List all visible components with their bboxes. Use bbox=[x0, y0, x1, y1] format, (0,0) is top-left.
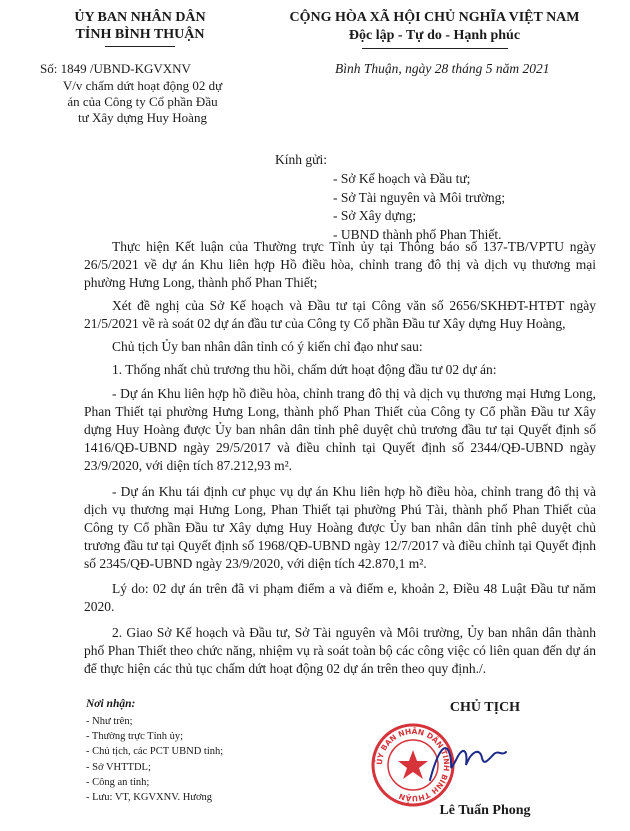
recipient-item: - Sở Kế hoạch và Đầu tư; bbox=[333, 171, 471, 186]
issuer-name: ỦY BAN NHÂN DÂN bbox=[74, 10, 206, 25]
subject-line: án của Công ty Cổ phần Đầu bbox=[67, 94, 218, 109]
issuer-province: TỈNH BÌNH THUẬN bbox=[75, 27, 205, 42]
body-paragraph: - Dự án Khu tái định cư phục vụ dự án Khu liên hợp hồ điều hòa, chỉnh trang đô thị và dịch vụ thương mại Hưng Long, Phan Thiết tại phường Phú Tài, thành phố Phan Thiết của Công ty Cổ phần Đầu tư Xây dựng Huy Hoàng được Ủy ban nhân dân tỉnh phê duyệt chủ trương đầu tư tại Quyết định số 1968/QĐ-UBND ngày 12/7/2017 và điều chỉnh tại Quyết định số 2345/QĐ-UBND ngày 23/9/2020, với diện tích 42.870,1 m². bbox=[84, 484, 596, 571]
seal-star-icon bbox=[398, 750, 428, 779]
document-number: Số: 1849 /UBND-KGVXNV bbox=[40, 61, 191, 76]
body-paragraph: Chủ tịch Ủy ban nhân dân tỉnh có ý kiến chỉ đạo như sau: bbox=[112, 339, 423, 354]
issuer-underline bbox=[105, 46, 175, 47]
body-paragraph: Xét đề nghị của Sở Kế hoạch và Đầu tư tại Công văn số 2656/SKHĐT-HTĐT ngày 21/5/2021 về rà soát 02 dự án đầu tư của Công ty Cổ phần Đầu tư Xây dựng Huy Hoàng, bbox=[84, 298, 596, 331]
recipients-label: Kính gửi: bbox=[275, 152, 327, 167]
distribution-item: - Sở VHTTDL; bbox=[86, 761, 151, 773]
subject-line: V/v chấm dứt hoạt động 02 dự bbox=[62, 78, 223, 93]
document-subject bbox=[30, 78, 255, 126]
body-text bbox=[84, 238, 596, 678]
recipients-list bbox=[333, 170, 505, 244]
national-motto: Độc lập - Tự do - Hạnh phúc bbox=[348, 28, 521, 43]
subject-line: tư Xây dựng Huy Hoàng bbox=[78, 110, 207, 125]
distribution-label: Nơi nhận: bbox=[86, 698, 136, 710]
distribution-item: - Thường trực Tỉnh ủy; bbox=[86, 731, 184, 743]
body-paragraph: 2. Giao Sở Kế hoạch và Đầu tư, Sở Tài nguyên và Môi trường, Ủy ban nhân dân thành phố Phan Thiết theo chức năng, nhiệm vụ rà soát toàn bộ các công việc có liên quan đến dự án để thực hiện các thủ tục chấm dứt hoạt động 02 dự án trên theo quy định./. bbox=[84, 625, 596, 676]
signer-name: Lê Tuấn Phong bbox=[439, 803, 531, 818]
distribution-item: - Như trên; bbox=[86, 716, 133, 727]
recipient-item: - Sở Tài nguyên và Môi trường; bbox=[333, 189, 506, 205]
signer-title: CHỦ TỊCH bbox=[449, 700, 521, 715]
national-title: CỘNG HÒA XÃ HỘI CHỦ NGHĨA VIỆT NAM bbox=[289, 10, 580, 25]
distribution-item: - Chủ tịch, các PCT UBND tỉnh; bbox=[86, 746, 224, 758]
recipient-item: - Sở Xây dựng; bbox=[333, 208, 417, 223]
body-paragraph: Lý do: 02 dự án trên đã vi phạm điểm a và điểm e, khoản 2, Điều 48 Luật Đầu tư năm 2020. bbox=[84, 581, 596, 614]
distribution-item: - Lưu: VT, KGVXNV. Hương bbox=[86, 792, 213, 804]
distribution-list bbox=[86, 714, 223, 805]
body-paragraph: Thực hiện Kết luận của Thường trực Tỉnh ủy tại Thông báo số 137-TB/VPTU ngày 26/5/2021 về dự án Khu liên hợp Hồ điều hòa, chỉnh trang đô thị và dịch vụ thương mại phường Hưng Long, thành phố Phan Thiết; bbox=[84, 239, 596, 290]
place-date: Bình Thuận, ngày 28 tháng 5 năm 2021 bbox=[335, 61, 550, 76]
seal-text: ỦY BAN NHÂN DÂN TỈNH BÌNH THUẬN bbox=[374, 726, 452, 804]
body-paragraph: 1. Thống nhất chủ trương thu hồi, chấm dứt hoạt động đầu tư 02 dự án: bbox=[112, 362, 497, 377]
recipient-item: - UBND thành phố Phan Thiết. bbox=[333, 226, 502, 242]
distribution-item: - Công an tỉnh; bbox=[86, 776, 150, 788]
official-seal bbox=[368, 720, 518, 810]
motto-underline bbox=[362, 48, 508, 49]
body-paragraph: - Dự án Khu liên hợp hồ điều hòa, chỉnh trang đô thị và dịch vụ thương mại Hưng Long, Phan Thiết tại phường Hưng Long, thành phố Phan Thiết của Công ty Cổ phần Đầu tư Xây dựng Huy Hoàng được Ủy ban nhân dân tỉnh phê duyệt chủ trương đầu tư tại Quyết định số 1416/QĐ-UBND ngày 29/5/2017 và điều chỉnh tại Quyết định số 2344/QĐ-UBND ngày 23/9/2020, với diện tích 87.212,93 m². bbox=[84, 386, 596, 473]
